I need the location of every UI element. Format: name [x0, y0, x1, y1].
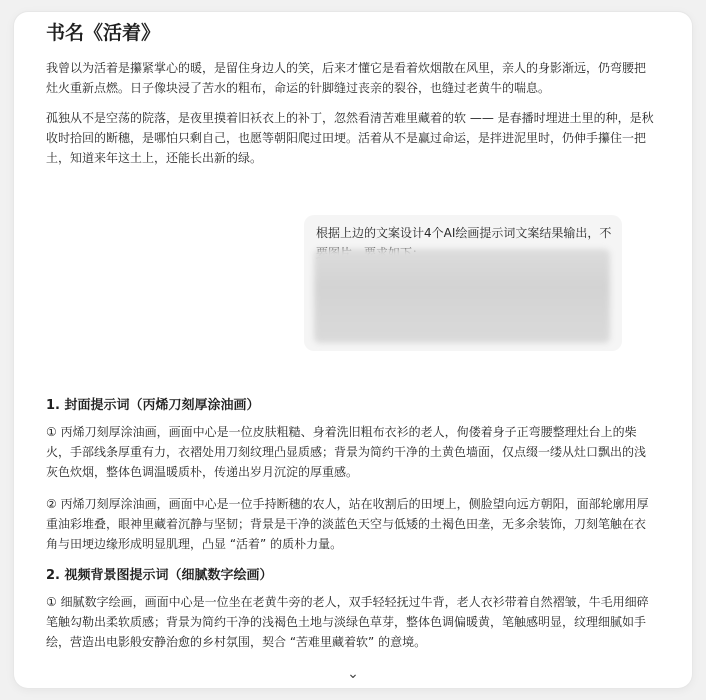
- prompt-item: ② 丙烯刀刻厚涂油画，画面中心是一位手持断穗的农人，站在收割后的田埂上，侧脸望向远方朝阳，面部轮廓用厚重油彩堆叠，眼神里藏着沉静与坚韧；背景是干净的淡蓝色天空与低矮的土褐色田垄，无多余装饰，刀刻笔触在衣角与田埂边缘形成明显肌理，凸显 “活着” 的质朴力量。: [46, 497, 649, 551]
- prompt-item: ① 细腻数字绘画，画面中心是一位坐在老黄牛旁的老人，双手轻轻抚过牛背，老人衣衫带着自然褶皱，牛毛用细碎笔触勾勒出柔软质感；背景为简约干净的浅褐色土地与淡绿色草芽，整体色调偏暖黄，笔触感明显，纹理细腻如手绘，营造出电影般安静治愈的乡村氛围，契合 “苦难里藏着软” 的意境。: [46, 595, 649, 649]
- chevron-down-icon: ⌄: [347, 666, 359, 682]
- chat-panel: [14, 12, 692, 688]
- user-message-text: 根据上边的文案设计4个AI绘画提示词文案结果输出，不: [316, 226, 612, 240]
- section-heading: 1. 封面提示词（丙烯刀刻厚涂油画）: [46, 398, 260, 413]
- prompt-item: ① 丙烯刀刻厚涂油画，画面中心是一位皮肤粗糙、身着洗旧粗布衣衫的老人，佝偻着身子正弯腰整理灶台上的柴火，手部线条厚重有力，衣褶处用刀刻纹理凸显质感；背景为简约干净的土黄色墙面，仅点缀一缕从灶口飘出的浅灰色炊烟，整体色调温暖质朴，传递出岁月沉淀的厚重感。: [46, 425, 647, 479]
- blurred-content: [314, 249, 610, 343]
- book-text-block: [46, 20, 654, 178]
- user-message-bubble: [304, 215, 622, 351]
- book-paragraph: 孤独从不是空荡的院落，是夜里摸着旧袄衣上的补丁，忽然看清苦难里藏着的软 —— 是春播时埋进土里的种，是秋收时拾回的断穗，是哪怕只剩自己，也愿等朝阳爬过田埂。活着从不是赢过命运，是拌进泥里时，仍伸手攥住一把土，知道来年这土上，还能长出新的绿。: [46, 111, 654, 165]
- book-title: 书名《活着》: [46, 22, 161, 44]
- section-heading: 2. 视频背景图提示词（细腻数字绘画）: [46, 568, 273, 583]
- assistant-answer: [46, 396, 654, 664]
- book-paragraph: 我曾以为活着是攥紧掌心的暖，是留住身边人的笑，后来才懂它是看着炊烟散在风里，亲人的身影渐远，仍弯腰把灶火重新点燃。日子像块浸了苦水的粗布，命运的针脚缝过丧亲的裂谷，也缝过老黄牛的喘息。: [46, 61, 647, 95]
- scroll-down-button[interactable]: [336, 664, 370, 684]
